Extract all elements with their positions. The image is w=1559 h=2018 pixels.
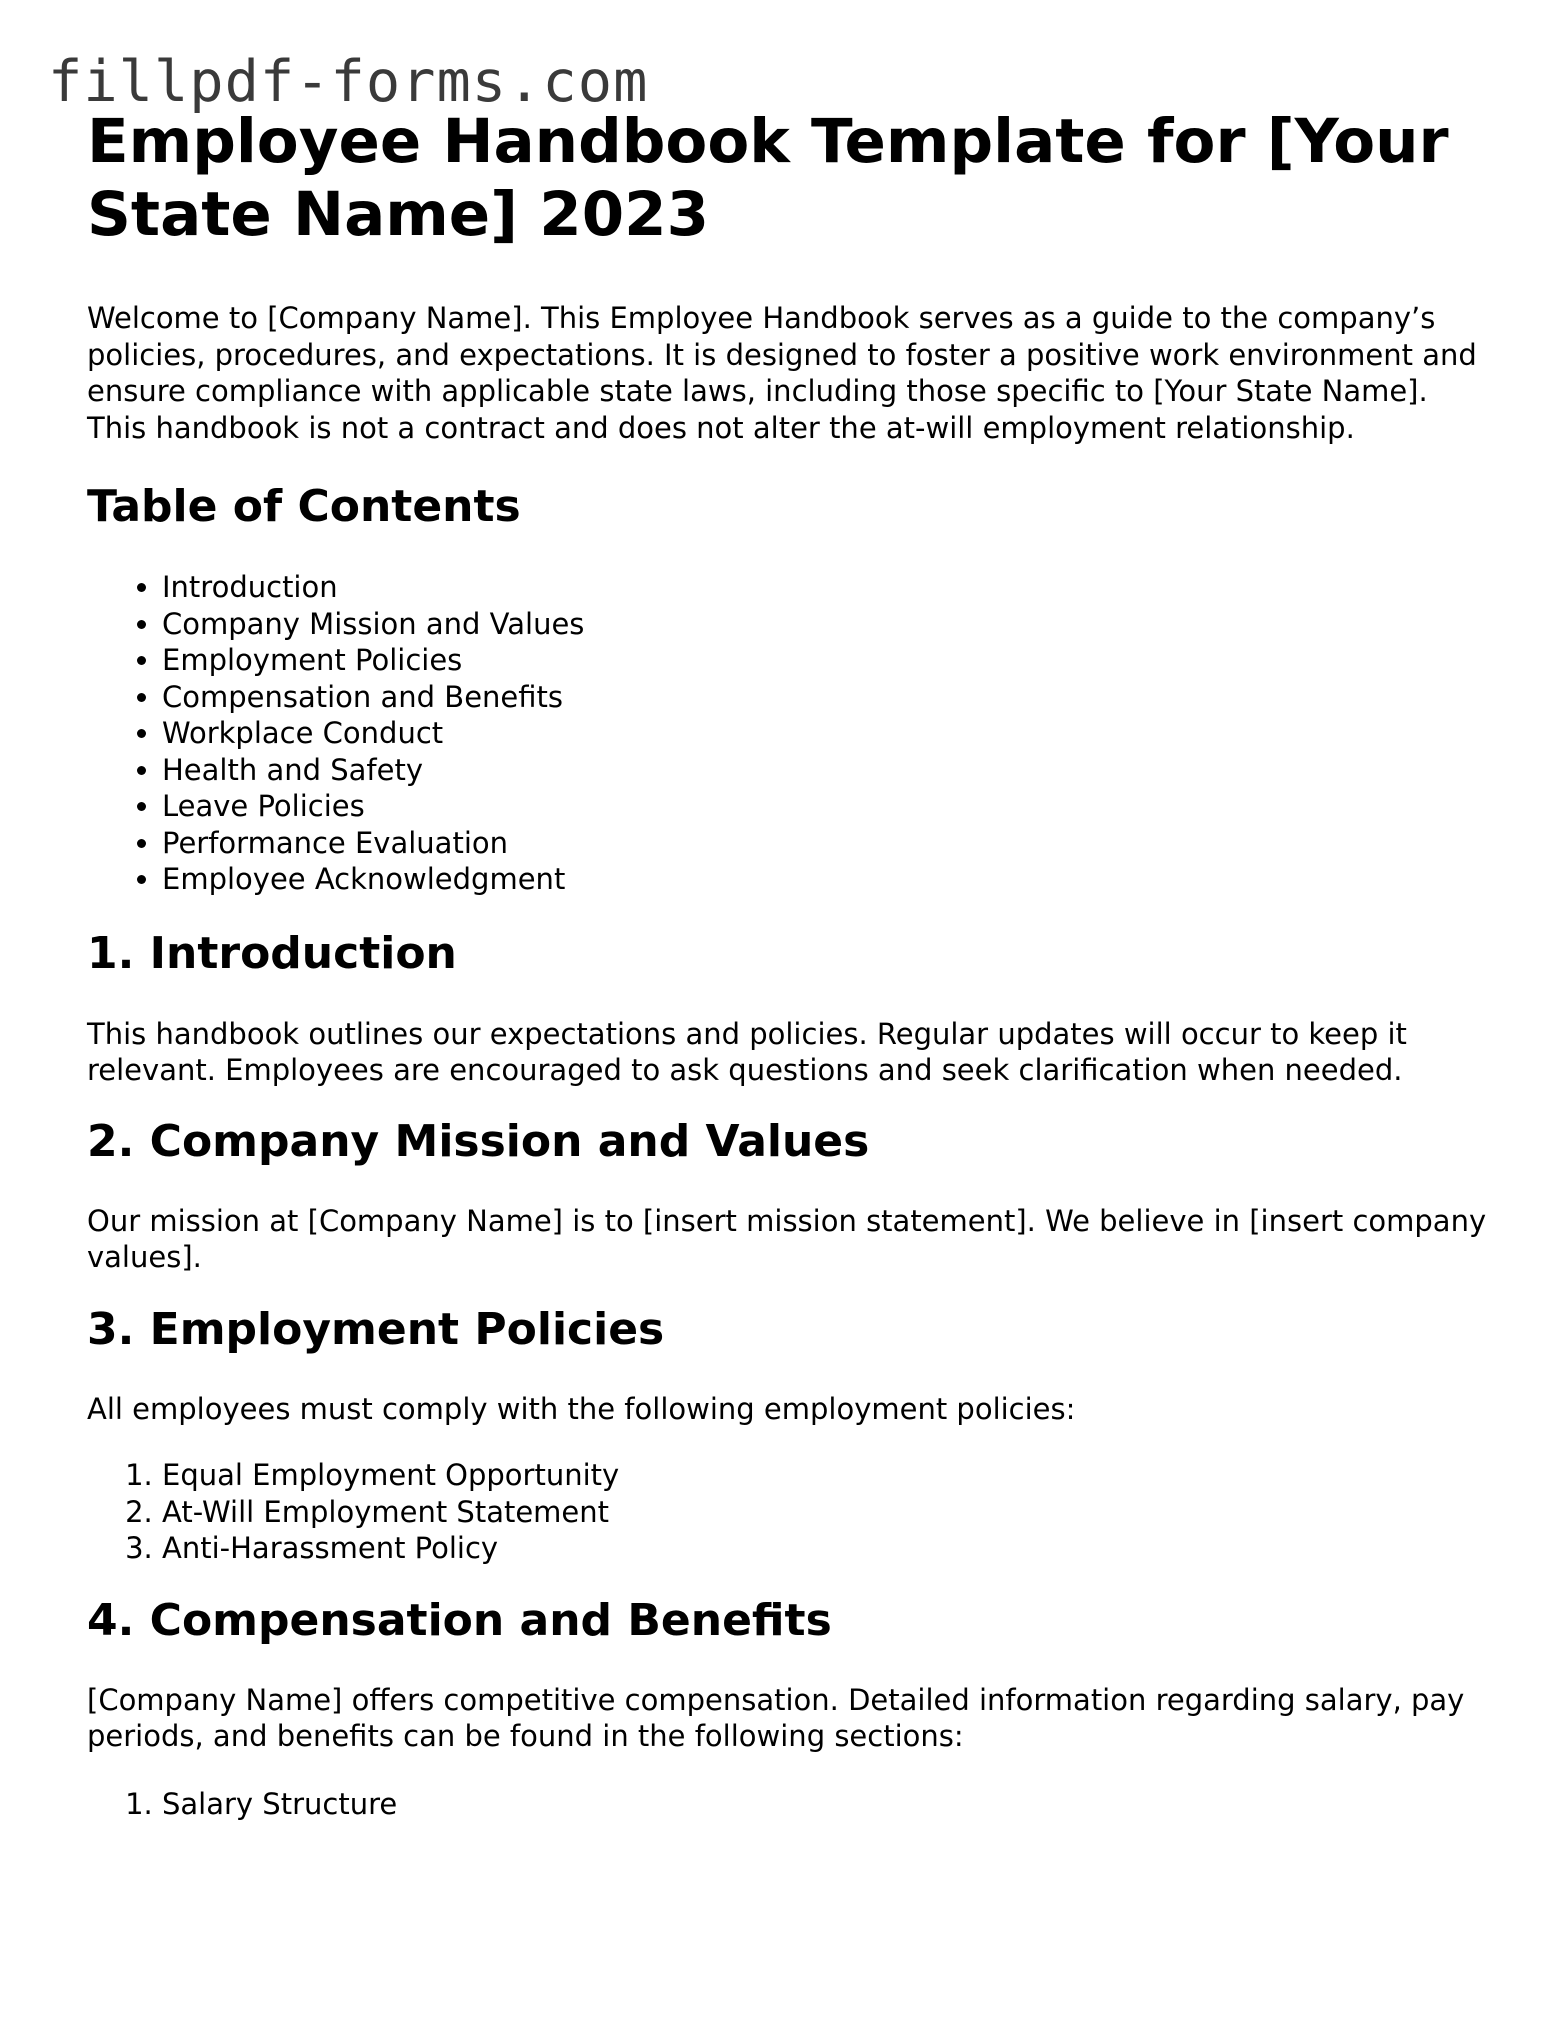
section-body-mission: Our mission at [Company Name] is to [insert mission statement]. We believe in [insert company values]. (87, 1203, 1487, 1274)
toc-item: • Employee Acknowledgment (162, 861, 1487, 898)
section-body-compensation: [Company Name] offers competitive compensation. Detailed information regarding salary, pay periods, and benefits can be found in the following sections: (87, 1682, 1465, 1753)
document-title: Employee Handbook Template for [Your State Name] 2023 (87, 106, 1449, 250)
list-item: 1. Equal Employment Opportunity (162, 1457, 1487, 1494)
toc-item: • Company Mission and Values (162, 606, 1487, 643)
list-item: 3. Anti-Harassment Policy (162, 1530, 1487, 1567)
list-item: 2. At-Will Employment Statement (162, 1494, 1487, 1531)
toc-item: • Leave Policies (162, 788, 1487, 825)
intro-paragraph: Welcome to [Company Name]. This Employee Handbook serves as a guide to the company’s policies, procedures, and expectations. It is designed to foster a positive work environment and ensure compliance with applicable state laws, including those specific to [Your State Name]. This handbook is not a contract and does not alter the at-will employment relationship. (87, 301, 1477, 445)
list-item: 1. Salary Structure (162, 1786, 1487, 1823)
toc-item: • Employment Policies (162, 642, 1487, 679)
toc-heading: Table of Contents (87, 481, 521, 532)
section-heading-employment-policies: 3. Employment Policies (87, 1303, 665, 1355)
section-heading-compensation: 4. Compensation and Benefits (87, 1594, 832, 1646)
employment-policies-list (87, 1457, 1487, 1567)
watermark: fillpdf-forms.com (48, 49, 649, 115)
toc-list (87, 569, 1487, 898)
toc-item: • Performance Evaluation (162, 825, 1487, 862)
toc-item: • Workplace Conduct (162, 715, 1487, 752)
toc-item: • Health and Safety (162, 752, 1487, 789)
section-body-introduction: This handbook outlines our expectations and policies. Regular updates will occur to keep it relevant. Employees are encouraged to ask questions and seek clarification when needed. (87, 1016, 1407, 1087)
document-page (87, 105, 1487, 1822)
section-body-employment-policies: All employees must comply with the following employment policies: (87, 1391, 1076, 1426)
toc-item: • Compensation and Benefits (162, 679, 1487, 716)
section-heading-mission: 2. Company Mission and Values (87, 1115, 870, 1167)
section-heading-introduction: 1. Introduction (87, 927, 457, 979)
compensation-list (87, 1786, 1487, 1823)
toc-item: • Introduction (162, 569, 1487, 606)
